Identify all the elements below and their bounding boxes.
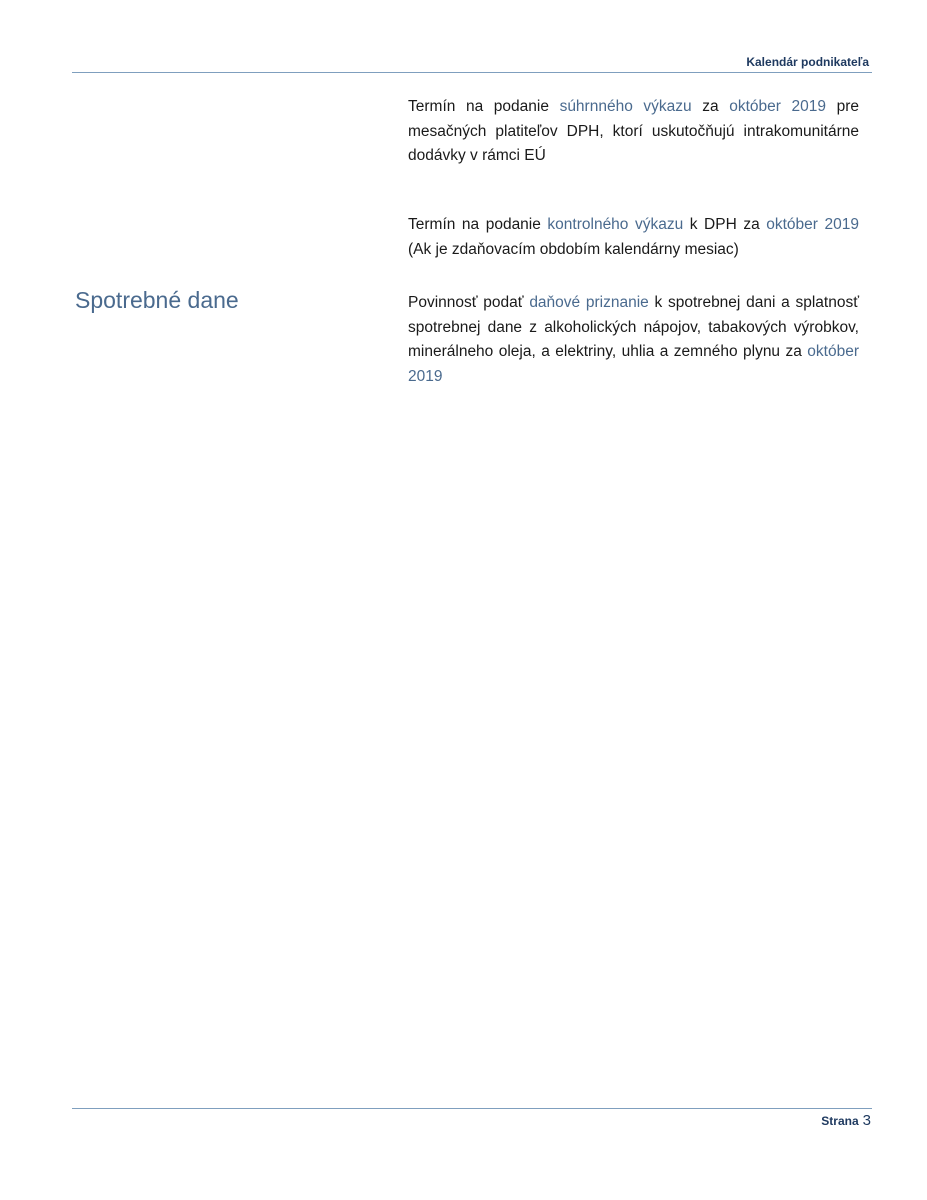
paragraph-summary-report: [408, 95, 859, 169]
paragraph-text: pre mesačných platiteľov DPH, ktorí uskutočňujú intrakomunitárne dodávky v rámci EÚ: [408, 98, 859, 164]
footer-divider: [72, 1108, 872, 1109]
page-number: 3: [862, 1112, 871, 1129]
highlight-date: október 2019: [408, 343, 859, 385]
paragraph-control-report: [408, 213, 859, 262]
highlight-link[interactable]: súhrnného výkazu: [559, 98, 692, 115]
paragraph-text: Termín na podanie: [408, 98, 560, 115]
section-heading: Spotrebné dane: [75, 287, 239, 313]
paragraph-text: Povinnosť podať: [408, 294, 530, 311]
page-footer: [821, 1112, 871, 1129]
highlight-date: október 2019: [766, 216, 859, 233]
page-header-title: Kalendár podnikateľa: [746, 55, 869, 69]
footer-page-label: Strana: [821, 1114, 859, 1128]
paragraph-text: Termín na podanie: [408, 216, 548, 233]
header-divider: [72, 72, 872, 73]
highlight-link[interactable]: daňové priznanie: [529, 294, 649, 311]
paragraph-excise-tax: [408, 291, 859, 389]
paragraph-text: k DPH za: [683, 216, 767, 233]
highlight-date: október 2019: [729, 98, 826, 115]
paragraph-text: (Ak je zdaňovacím obdobím kalendárny mesiac): [408, 240, 739, 258]
paragraph-text: k spotrebnej dani a splatnosť spotrebnej dane z alkoholických nápojov, tabakových výrobkov, minerálneho oleja, a elektriny, uhlia a zemného plynu za: [408, 294, 860, 360]
highlight-link[interactable]: kontrolného výkazu: [547, 216, 684, 233]
paragraph-text: za: [691, 98, 730, 115]
